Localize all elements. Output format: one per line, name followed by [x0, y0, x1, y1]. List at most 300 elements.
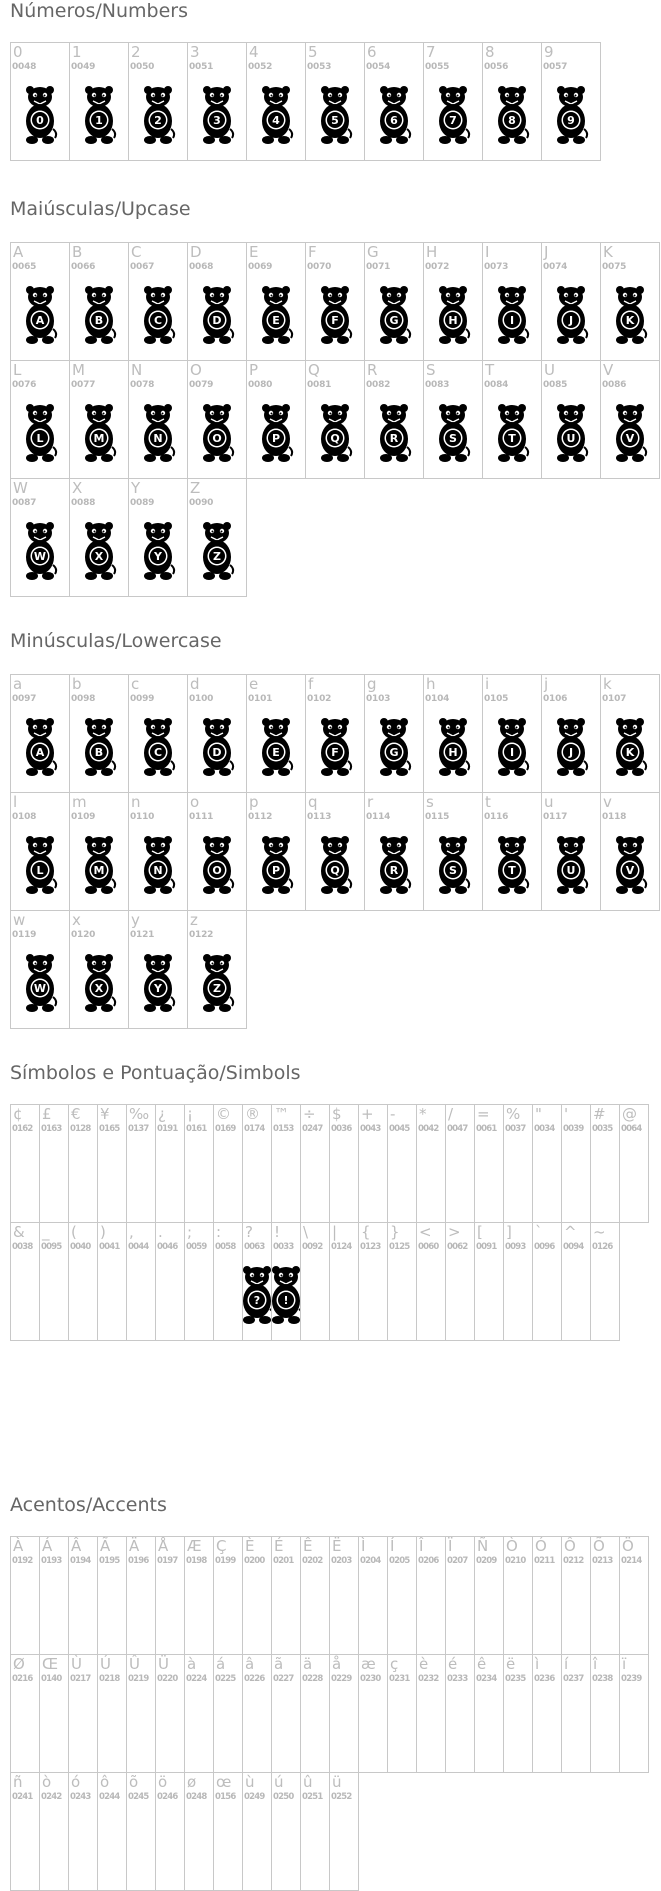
character-cell — [600, 242, 660, 361]
svg-text:Q: Q — [330, 864, 340, 877]
character-cell — [619, 1654, 649, 1773]
character-code: 0235 — [505, 1674, 526, 1684]
character-code: 0093 — [505, 1242, 526, 1252]
character-code: 0073 — [484, 262, 509, 272]
character-code: 0118 — [602, 812, 627, 822]
character-label: T — [485, 361, 495, 379]
character-code: 0076 — [12, 380, 37, 390]
bear-glyph-icon — [611, 403, 649, 463]
bear-glyph-icon — [375, 717, 413, 777]
character-cell — [97, 1772, 127, 1891]
bear-glyph-icon — [552, 835, 590, 895]
character-cell — [600, 792, 660, 911]
character-cell — [482, 674, 542, 793]
character-code: 0106 — [543, 694, 568, 704]
character-cell — [246, 42, 306, 161]
svg-text:L: L — [36, 432, 44, 445]
svg-text:H: H — [448, 314, 458, 327]
character-label: F — [308, 243, 317, 261]
bear-glyph-icon — [80, 285, 118, 345]
character-label: û — [303, 1773, 313, 1791]
character-code: 0101 — [248, 694, 273, 704]
character-label: v — [603, 793, 612, 811]
character-cell — [68, 1104, 98, 1223]
character-cell — [10, 910, 70, 1029]
character-code: 0067 — [130, 262, 155, 272]
character-cell — [271, 1104, 301, 1223]
character-cell — [128, 242, 188, 361]
character-label: z — [190, 911, 198, 929]
character-code: 0072 — [425, 262, 450, 272]
character-label: [ — [477, 1223, 483, 1241]
character-cell — [590, 1104, 620, 1223]
bear-glyph-icon — [552, 403, 590, 463]
character-code: 0053 — [307, 62, 332, 72]
character-code: 0192 — [12, 1556, 33, 1566]
character-label: V — [603, 361, 614, 379]
character-code: 0227 — [273, 1674, 294, 1684]
character-cell — [561, 1536, 591, 1655]
character-code: 0163 — [41, 1124, 62, 1134]
bear-glyph-icon — [493, 285, 531, 345]
character-cell — [305, 360, 365, 479]
character-label: R — [367, 361, 378, 379]
character-code: 0220 — [157, 1674, 178, 1684]
character-code: 0082 — [366, 380, 391, 390]
character-label: } — [390, 1223, 400, 1241]
character-label: Ö — [622, 1537, 634, 1555]
bear-glyph-icon — [198, 85, 236, 145]
character-label: X — [72, 479, 83, 497]
character-code: 0062 — [447, 1242, 468, 1252]
character-label: { — [361, 1223, 371, 1241]
character-label: w — [13, 911, 26, 929]
character-code: 0054 — [366, 62, 391, 72]
character-code: 0098 — [71, 694, 96, 704]
character-code: 0074 — [543, 262, 568, 272]
svg-text:J: J — [568, 314, 574, 327]
bear-glyph-icon — [493, 835, 531, 895]
bear-glyph-icon — [21, 85, 59, 145]
character-label: ú — [274, 1773, 284, 1791]
character-cell — [532, 1654, 562, 1773]
character-code: 0113 — [307, 812, 332, 822]
character-label: D — [190, 243, 202, 261]
character-cell — [329, 1772, 359, 1891]
character-code: 0090 — [189, 498, 214, 508]
character-label: Ì — [361, 1537, 366, 1555]
bear-glyph-icon — [257, 85, 295, 145]
character-cell — [97, 1536, 127, 1655]
character-label: q — [308, 793, 318, 811]
character-code: 0110 — [130, 812, 155, 822]
character-label: Ó — [535, 1537, 547, 1555]
character-cell — [561, 1104, 591, 1223]
bear-glyph-icon — [316, 835, 354, 895]
character-code: 0226 — [244, 1674, 265, 1684]
character-code: 0120 — [71, 930, 96, 940]
character-cell — [246, 674, 306, 793]
character-code: 0122 — [189, 930, 214, 940]
character-label: N — [131, 361, 143, 379]
character-label: Ú — [100, 1655, 111, 1673]
svg-text:G: G — [389, 746, 399, 759]
character-cell — [305, 242, 365, 361]
character-cell — [69, 360, 129, 479]
bear-glyph-icon — [80, 403, 118, 463]
character-code: 0052 — [248, 62, 273, 72]
character-cell — [423, 42, 483, 161]
character-code: 0083 — [425, 380, 450, 390]
character-code: 0128 — [70, 1124, 91, 1134]
character-label: j — [544, 675, 549, 693]
svg-text:6: 6 — [390, 114, 398, 127]
character-code: 0233 — [447, 1674, 468, 1684]
svg-text:W: W — [33, 982, 47, 995]
character-code: 0069 — [248, 262, 273, 272]
bear-glyph-icon — [434, 717, 472, 777]
character-cell — [532, 1222, 562, 1341]
bear-glyph-icon — [257, 835, 295, 895]
character-cell — [68, 1222, 98, 1341]
bear-glyph-icon — [257, 717, 295, 777]
character-label: ¥ — [100, 1105, 110, 1123]
bear-glyph-icon — [80, 85, 118, 145]
character-label: Q — [308, 361, 320, 379]
character-label: 0 — [13, 43, 23, 61]
character-code: 0102 — [307, 694, 332, 704]
character-code: 0216 — [12, 1674, 33, 1684]
character-cell — [155, 1536, 185, 1655]
character-label: Ç — [216, 1537, 227, 1555]
character-cell — [10, 674, 70, 793]
character-label: H — [426, 243, 438, 261]
character-cell — [482, 42, 542, 161]
character-label: Õ — [593, 1537, 605, 1555]
character-cell — [541, 242, 601, 361]
character-code: 0107 — [602, 694, 627, 704]
character-code: 0229 — [331, 1674, 352, 1684]
character-code: 0162 — [12, 1124, 33, 1134]
character-code: 0245 — [128, 1792, 149, 1802]
bear-glyph-icon — [434, 285, 472, 345]
character-code: 0049 — [71, 62, 96, 72]
character-code: 0156 — [215, 1792, 236, 1802]
character-cell — [482, 360, 542, 479]
bear-glyph-icon — [493, 717, 531, 777]
character-cell — [590, 1222, 620, 1341]
character-label: ` — [535, 1223, 543, 1241]
character-code: 0109 — [71, 812, 96, 822]
character-cell — [97, 1654, 127, 1773]
character-code: 0040 — [70, 1242, 91, 1252]
svg-text:D: D — [212, 314, 222, 327]
character-code: 0060 — [418, 1242, 439, 1252]
svg-text:?: ? — [253, 1294, 261, 1307]
svg-text:Z: Z — [213, 982, 221, 995]
character-code: 0194 — [70, 1556, 91, 1566]
bear-glyph-icon — [198, 285, 236, 345]
svg-text:H: H — [448, 746, 458, 759]
character-cell — [445, 1104, 475, 1223]
character-label: ) — [100, 1223, 106, 1241]
character-code: 0137 — [128, 1124, 149, 1134]
svg-text:E: E — [272, 746, 280, 759]
svg-text:O: O — [212, 432, 222, 445]
character-code: 0211 — [534, 1556, 555, 1566]
character-cell — [69, 674, 129, 793]
character-label: & — [13, 1223, 25, 1241]
character-code: 0063 — [244, 1242, 265, 1252]
svg-text:Y: Y — [154, 550, 162, 563]
character-cell — [39, 1104, 69, 1223]
character-cell — [503, 1104, 533, 1223]
svg-text:K: K — [625, 746, 635, 759]
character-cell — [364, 42, 424, 161]
character-label: É — [274, 1537, 284, 1555]
svg-text:1: 1 — [95, 114, 103, 127]
bear-glyph-icon — [139, 953, 177, 1013]
character-code: 0065 — [12, 262, 37, 272]
bear-glyph-icon — [80, 953, 118, 1013]
character-label: ã — [274, 1655, 284, 1673]
character-code: 0248 — [186, 1792, 207, 1802]
character-code: 0174 — [244, 1124, 265, 1134]
character-code: 0225 — [215, 1674, 236, 1684]
character-label: o — [190, 793, 200, 811]
character-cell — [10, 242, 70, 361]
character-cell — [482, 242, 542, 361]
bear-glyph-icon — [552, 85, 590, 145]
character-cell — [69, 42, 129, 161]
character-cell — [187, 242, 247, 361]
character-cell — [329, 1222, 359, 1341]
character-label: Ã — [100, 1537, 111, 1555]
character-cell — [242, 1104, 272, 1223]
character-code: 0169 — [215, 1124, 236, 1134]
character-cell — [305, 792, 365, 911]
bear-glyph-icon — [21, 717, 59, 777]
character-label: ô — [100, 1773, 110, 1791]
svg-text:Q: Q — [330, 432, 340, 445]
character-code: 0097 — [12, 694, 37, 704]
character-label: ' — [564, 1105, 569, 1123]
character-code: 0105 — [484, 694, 509, 704]
character-cell — [184, 1772, 214, 1891]
character-label: % — [506, 1105, 521, 1123]
bear-glyph-icon — [198, 717, 236, 777]
character-code: 0041 — [99, 1242, 120, 1252]
character-code: 0161 — [186, 1124, 207, 1134]
character-cell — [10, 1104, 40, 1223]
bear-glyph-icon — [21, 285, 59, 345]
character-code: 0234 — [476, 1674, 497, 1684]
character-label: , — [129, 1223, 134, 1241]
character-cell — [358, 1536, 388, 1655]
character-label: å — [332, 1655, 342, 1673]
svg-text:N: N — [153, 864, 163, 877]
svg-text:N: N — [153, 432, 163, 445]
character-label: W — [13, 479, 28, 497]
character-label: i — [485, 675, 490, 693]
character-cell — [358, 1654, 388, 1773]
character-code: 0051 — [189, 62, 214, 72]
character-cell — [532, 1104, 562, 1223]
character-code: 0088 — [71, 498, 96, 508]
character-cell — [10, 792, 70, 911]
character-cell — [387, 1222, 417, 1341]
character-code: 0104 — [425, 694, 450, 704]
character-code: 0064 — [621, 1124, 642, 1134]
character-label: 9 — [544, 43, 554, 61]
character-code: 0165 — [99, 1124, 120, 1134]
character-cell — [358, 1104, 388, 1223]
character-code: 0207 — [447, 1556, 468, 1566]
character-cell — [187, 910, 247, 1029]
character-cell — [39, 1654, 69, 1773]
character-label: t — [485, 793, 491, 811]
bear-glyph-icon — [375, 85, 413, 145]
character-code: 0218 — [99, 1674, 120, 1684]
character-label: Ï — [448, 1537, 453, 1555]
character-code: 0212 — [563, 1556, 584, 1566]
character-cell — [300, 1654, 330, 1773]
character-cell — [242, 1536, 272, 1655]
character-code: 0239 — [621, 1674, 642, 1684]
section-title: Maiúsculas/Upcase — [10, 198, 191, 220]
bear-glyph-icon — [21, 521, 59, 581]
svg-text:!: ! — [283, 1294, 289, 1307]
character-label: y — [131, 911, 140, 929]
character-label: 6 — [367, 43, 377, 61]
bear-glyph-icon — [611, 835, 649, 895]
character-label: Œ — [42, 1655, 59, 1673]
svg-text:X: X — [94, 550, 104, 563]
character-label: Æ — [187, 1537, 202, 1555]
character-code: 0047 — [447, 1124, 468, 1134]
character-code: 0048 — [12, 62, 37, 72]
character-label: " — [535, 1105, 542, 1123]
bear-glyph-icon — [434, 85, 472, 145]
character-cell — [423, 674, 483, 793]
character-code: 0202 — [302, 1556, 323, 1566]
character-label: ! — [274, 1223, 281, 1241]
character-cell — [561, 1222, 591, 1341]
bear-glyph-icon — [139, 835, 177, 895]
bear-glyph-icon — [198, 953, 236, 1013]
character-code: 0196 — [128, 1556, 149, 1566]
character-label: ^ — [564, 1223, 577, 1241]
svg-text:F: F — [331, 746, 339, 759]
character-cell — [445, 1654, 475, 1773]
character-cell — [155, 1654, 185, 1773]
character-label: B — [72, 243, 83, 261]
character-code: 0214 — [621, 1556, 642, 1566]
bear-glyph-icon — [139, 85, 177, 145]
character-label: Î — [419, 1537, 424, 1555]
character-code: 0241 — [12, 1792, 33, 1802]
character-label: Ù — [71, 1655, 82, 1673]
character-label: l — [13, 793, 18, 811]
bear-glyph-icon — [139, 403, 177, 463]
character-label: a — [13, 675, 23, 693]
svg-text:G: G — [389, 314, 399, 327]
section-title: Acentos/Accents — [10, 1494, 167, 1516]
character-code: 0198 — [186, 1556, 207, 1566]
character-code: 0191 — [157, 1124, 178, 1134]
character-code: 0251 — [302, 1792, 323, 1802]
character-label: * — [419, 1105, 427, 1123]
character-cell — [445, 1536, 475, 1655]
character-label: ÷ — [303, 1105, 316, 1123]
character-cell — [213, 1536, 243, 1655]
character-cell — [532, 1536, 562, 1655]
character-label: e — [249, 675, 259, 693]
character-label: h — [426, 675, 436, 693]
character-code: 0123 — [360, 1242, 381, 1252]
character-cell — [128, 910, 188, 1029]
character-code: 0242 — [41, 1792, 62, 1802]
character-label: O — [190, 361, 202, 379]
character-label: æ — [361, 1655, 376, 1673]
character-cell — [561, 1654, 591, 1773]
character-cell — [600, 360, 660, 479]
character-cell — [246, 360, 306, 479]
character-code: 0209 — [476, 1556, 497, 1566]
character-label: C — [131, 243, 142, 261]
character-code: 0058 — [215, 1242, 236, 1252]
character-code: 0124 — [331, 1242, 352, 1252]
character-code: 0050 — [130, 62, 155, 72]
bear-glyph-icon — [316, 285, 354, 345]
character-code: 0244 — [99, 1792, 120, 1802]
character-label: n — [131, 793, 141, 811]
bear-glyph-icon — [611, 717, 649, 777]
svg-text:A: A — [35, 746, 45, 759]
character-label: 7 — [426, 43, 436, 61]
character-label: á — [216, 1655, 226, 1673]
character-code: 0116 — [484, 812, 509, 822]
character-cell — [213, 1654, 243, 1773]
bear-glyph-icon — [80, 835, 118, 895]
character-code: 0033 — [273, 1242, 294, 1252]
character-label: ] — [506, 1223, 512, 1241]
character-code: 0068 — [189, 262, 214, 272]
character-label: â — [245, 1655, 255, 1673]
svg-text:Y: Y — [154, 982, 162, 995]
character-label: $ — [332, 1105, 342, 1123]
character-label: A — [13, 243, 24, 261]
character-label: ¢ — [13, 1105, 23, 1123]
svg-text:R: R — [389, 432, 399, 445]
character-code: 0071 — [366, 262, 391, 272]
character-cell — [423, 792, 483, 911]
character-label: d — [190, 675, 200, 693]
character-label: õ — [129, 1773, 139, 1791]
bear-glyph-icon — [375, 403, 413, 463]
character-label: c — [131, 675, 140, 693]
character-cell — [300, 1536, 330, 1655]
character-cell — [126, 1104, 156, 1223]
character-code: 0043 — [360, 1124, 381, 1134]
bear-glyph-icon — [139, 285, 177, 345]
character-cell — [329, 1654, 359, 1773]
character-label: ¿ — [158, 1105, 166, 1123]
character-cell — [474, 1536, 504, 1655]
character-label: 3 — [190, 43, 200, 61]
character-label: ç — [390, 1655, 399, 1673]
bear-glyph-icon — [552, 285, 590, 345]
